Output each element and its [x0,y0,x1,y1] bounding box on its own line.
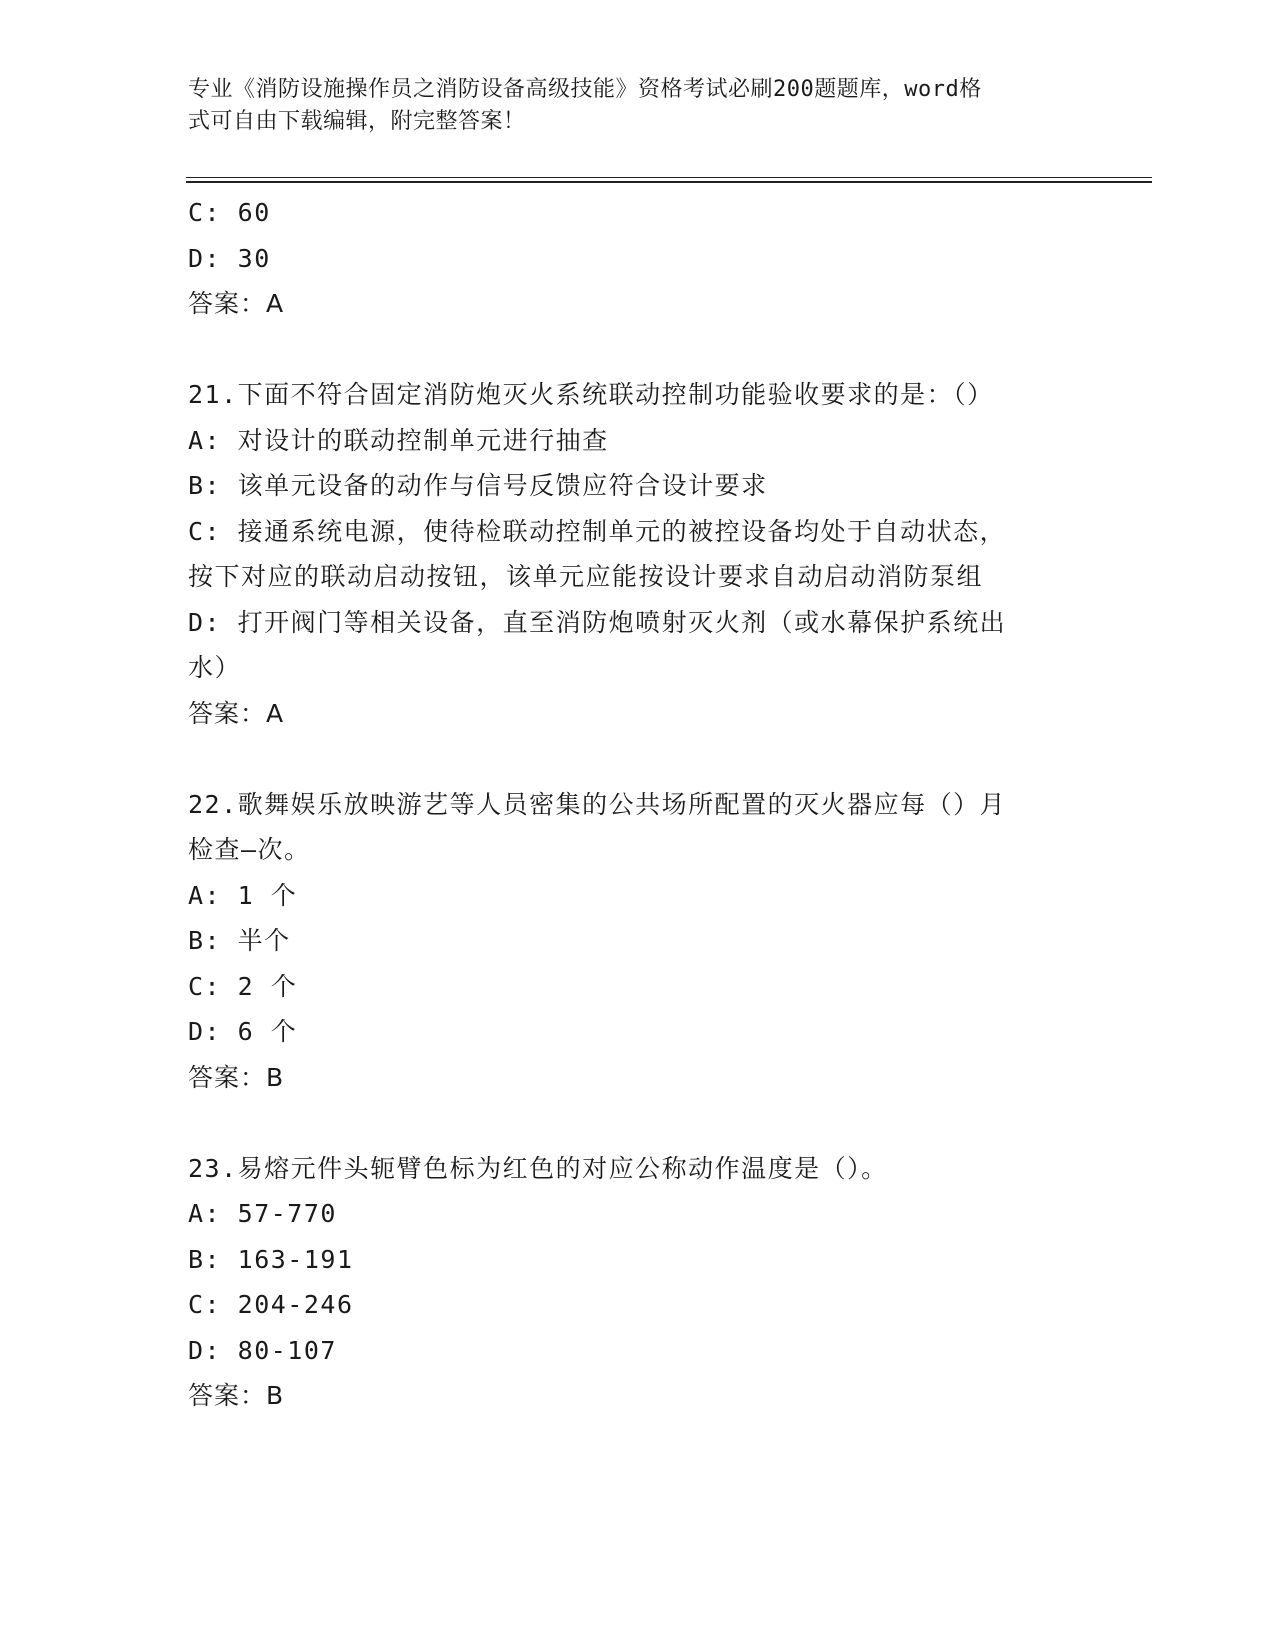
option-b: B: 该单元设备的动作与信号反馈应符合设计要求 [188,471,768,500]
question-stem: 22.歌舞娱乐放映游艺等人员密集的公共场所配置的灭火器应每（）月 [188,789,1007,819]
question-content [188,190,1068,1419]
answer-line: 答案：B [188,1062,285,1092]
header-divider [186,177,1152,178]
option-d: D: 打开阀门等相关设备，直至消防炮喷射灭火剂（或水幕保护系统出 [188,607,1007,637]
option-c: C: 204-246 [188,1290,354,1319]
question-stem-continued: 检查—次。 [188,835,311,864]
option-d: D: 6 个 [188,1017,298,1046]
option-d: D: 80-107 [188,1335,337,1365]
option-c: C: 2 个 [188,971,298,1001]
question-stem: 21.下面不符合固定消防炮灭火系统联动控制功能验收要求的是：（） [188,380,994,409]
option-d-continued: 水） [188,653,242,682]
question-stem: 23.易熔元件头轭臂色标为红色的对应公称动作温度是（）。 [188,1153,888,1183]
option-b: B: 半个 [188,926,291,955]
option-c-continued: 按下对应的联动启动按钮，该单元应能按设计要求自动启动消防泵组 [188,562,984,591]
document-header [188,74,1068,138]
spacer [188,1100,1068,1146]
option-c: C: 60 [188,198,271,227]
header-divider [186,181,1152,183]
option-b: B: 163-191 [188,1244,354,1274]
spacer [188,736,1068,782]
spacer [188,327,1068,373]
header-line: 式可自由下载编辑，附完整答案！ [188,109,526,134]
option-d: D: 30 [188,243,271,273]
option-a: A: 1 个 [188,880,298,910]
option-c: C: 接通系统电源，使待检联动控制单元的被控设备均处于自动状态， [188,516,1007,546]
answer-line: 答案：A [188,698,285,728]
answer-line: 答案：B [188,1381,285,1410]
option-a: A: 57-770 [188,1199,337,1228]
option-a: A: 对设计的联动控制单元进行抽查 [188,425,609,455]
header-line: 专业《消防设施操作员之消防设备高级技能》资格考试必刷200题题库，word格 [188,77,982,102]
answer-line: 答案：A [188,289,285,318]
